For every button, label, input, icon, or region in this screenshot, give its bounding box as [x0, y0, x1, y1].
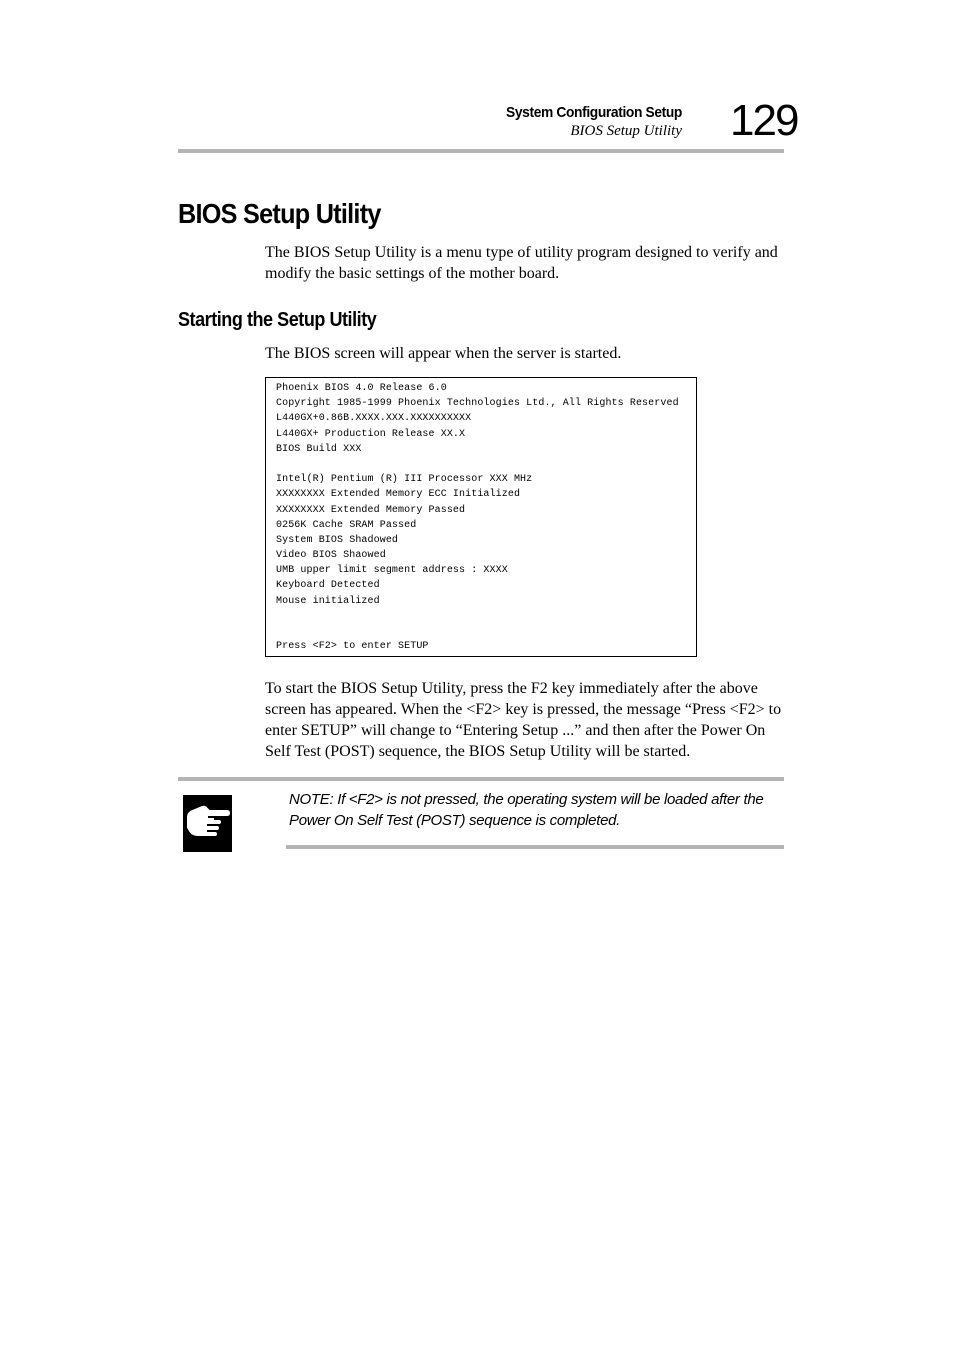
running-header-section: System Configuration Setup: [506, 104, 682, 121]
bios-line: UMB upper limit segment address : XXXX: [276, 565, 508, 577]
running-header: [420, 104, 682, 140]
note-top-rule: [178, 777, 784, 781]
bios-line: Phoenix BIOS 4.0 Release 6.0: [276, 383, 447, 394]
bios-line: Intel(R) Pentium (R) III Processor XXX MHz: [276, 474, 533, 486]
bios-line: XXXXXXXX Extended Memory Passed: [276, 504, 466, 516]
section-heading: Starting the Setup Utility: [178, 309, 377, 331]
bios-line: System BIOS Shadowed: [276, 534, 399, 546]
bios-line: Copyright 1985-1999 Phoenix Technologies Ltd., All Rights Reserved: [276, 398, 679, 410]
bios-line: BIOS Build XXX: [276, 443, 362, 455]
page-number: 129: [730, 96, 798, 145]
page-title: BIOS Setup Utility: [178, 198, 381, 229]
bios-line: XXXXXXXX Extended Memory ECC Initialized: [276, 489, 521, 501]
bios-line: L440GX+0.86B.XXXX.XXX.XXXXXXXXXX: [276, 413, 472, 425]
bios-line: Press <F2> to enter SETUP: [276, 641, 429, 653]
bios-line: Video BIOS Shaowed: [276, 550, 386, 562]
bios-line: 0256K Cache SRAM Passed: [276, 519, 417, 531]
pointing-hand-icon: [183, 795, 232, 852]
running-header-subsection: BIOS Setup Utility: [570, 123, 682, 139]
start-instructions-paragraph: To start the BIOS Setup Utility, press the F2 key immediately after the above screen has appeared. When the <F2> key is pressed, the message “Press <F2> to enter SETUP” will change to “Entering Setup ...” and then after the Power On Self Test (POST) sequence, the BIOS Setup Utility will be started.: [265, 680, 782, 760]
note-bottom-rule: [286, 845, 784, 849]
header-rule: [178, 149, 784, 153]
bios-line: [276, 609, 696, 624]
bios-line: L440GX+ Production Release XX.X: [276, 428, 466, 440]
section-lead-text: The BIOS screen will appear when the server is started.: [265, 345, 622, 362]
bios-line: [276, 457, 696, 472]
note-text: NOTE: If <F2> is not pressed, the operating system will be loaded after the Power On Self Test (POST) sequence is completed.: [289, 791, 764, 829]
bios-line: Keyboard Detected: [276, 580, 380, 592]
bios-line: [276, 624, 696, 639]
intro-paragraph: The BIOS Setup Utility is a menu type of utility program designed to verify and modify the basic settings of the mother board.: [265, 244, 778, 282]
bios-line: Mouse initialized: [276, 595, 380, 607]
bios-screen-box: [265, 377, 697, 657]
